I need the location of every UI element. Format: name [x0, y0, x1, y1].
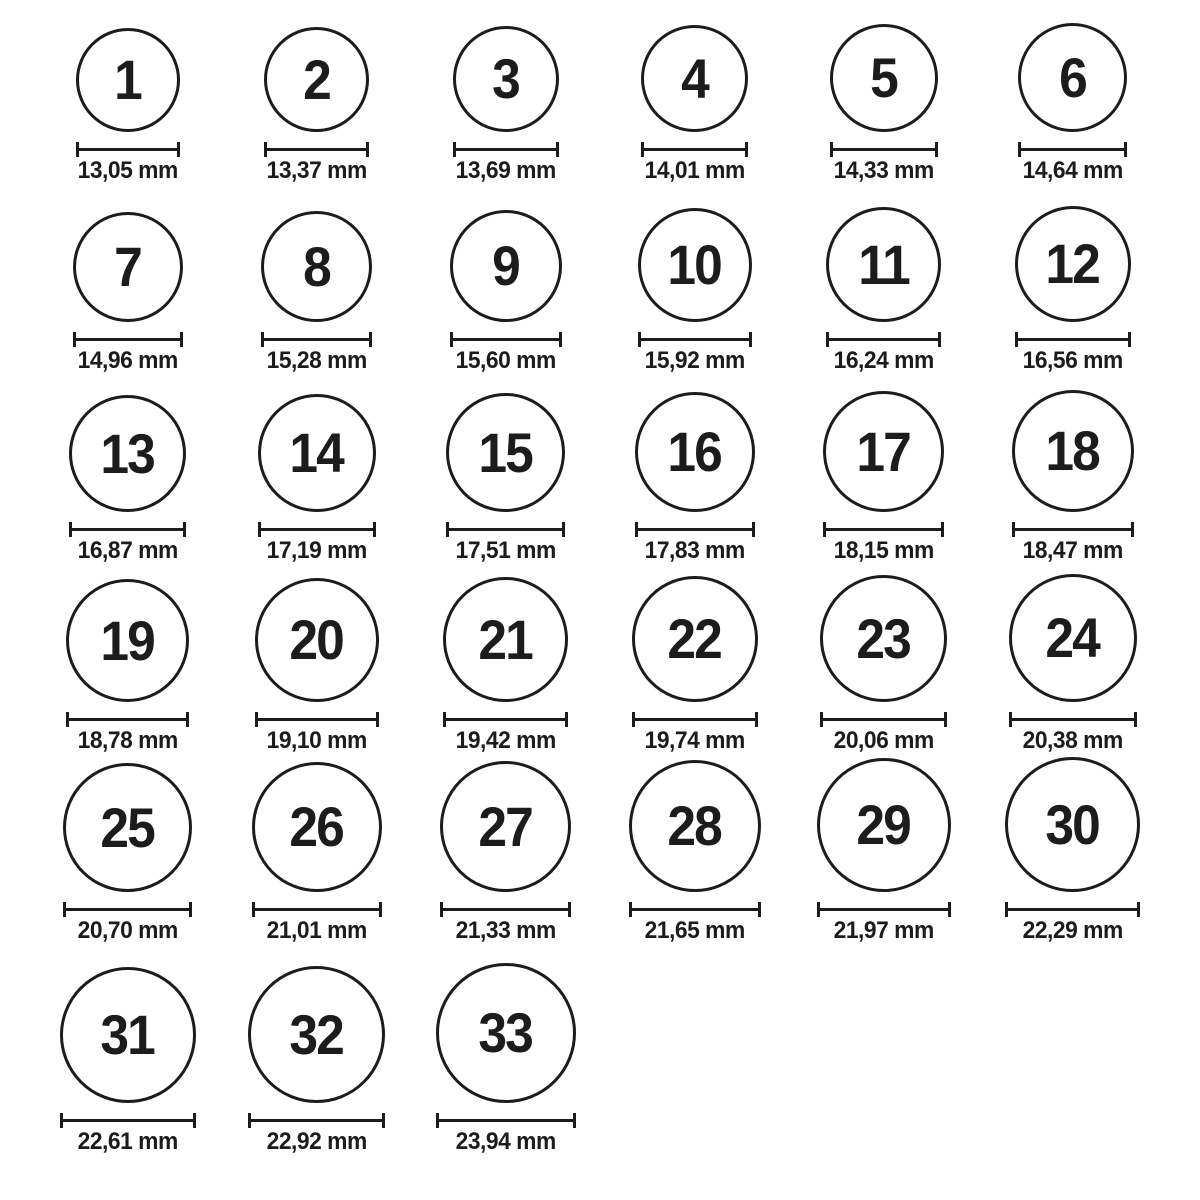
diameter-measure-line — [1018, 142, 1127, 157]
diameter-measure-line — [641, 142, 748, 157]
ring-size-number: 9 — [492, 234, 519, 297]
diameter-label: 15,92 mm — [644, 347, 745, 374]
diameter-measure-line — [817, 902, 951, 917]
measure-bar — [826, 528, 941, 531]
ring-circle — [629, 760, 761, 892]
ring-size-number: 13 — [100, 421, 155, 485]
diameter-measure-line — [252, 902, 382, 917]
diameter-label: 23,94 mm — [455, 1128, 556, 1155]
diameter-measure-line — [453, 142, 559, 157]
ring-circle — [450, 210, 562, 322]
ring-circle — [261, 211, 372, 322]
ring-size-number: 8 — [303, 234, 330, 298]
diameter-measure-line — [63, 902, 192, 917]
measure-bar — [829, 338, 938, 341]
diameter-measure-line — [1015, 332, 1131, 347]
ring-circle — [76, 28, 180, 132]
ring-circle — [1018, 23, 1127, 132]
diameter-label: 13,05 mm — [77, 157, 178, 184]
diameter-label: 19,10 mm — [266, 727, 367, 754]
ring-size-cell — [411, 210, 600, 374]
ring-circle — [264, 27, 369, 132]
ring-size-cell — [222, 578, 411, 754]
measure-bar — [820, 908, 948, 911]
ring-size-number: 5 — [870, 46, 897, 109]
measure-bar — [439, 1119, 573, 1122]
ring-size-cell — [600, 25, 789, 184]
ring-size-number: 20 — [289, 608, 344, 671]
ring-size-number: 22 — [667, 607, 722, 670]
ring-size-number: 10 — [667, 233, 722, 296]
ring-size-cell — [978, 757, 1167, 944]
ring-size-number: 23 — [856, 606, 911, 670]
diameter-measure-line — [635, 522, 755, 537]
diameter-measure-line — [248, 1113, 385, 1128]
diameter-label: 19,74 mm — [644, 727, 745, 754]
ring-circle — [641, 25, 748, 132]
ring-size-cell — [978, 23, 1167, 184]
measure-bar — [72, 528, 183, 531]
chart-row — [33, 190, 1167, 380]
ring-circle — [635, 392, 755, 512]
diameter-measure-line — [440, 902, 571, 917]
measure-bar — [823, 718, 944, 721]
ring-size-cell — [600, 576, 789, 754]
measure-bar — [261, 528, 373, 531]
ring-size-cell — [600, 208, 789, 374]
measure-bar — [641, 338, 749, 341]
ring-size-cell — [978, 574, 1167, 754]
diameter-measure-line — [443, 712, 568, 727]
diameter-label: 19,42 mm — [455, 727, 556, 754]
ring-size-cell — [411, 26, 600, 184]
ring-size-cell — [411, 393, 600, 564]
ring-circle — [73, 212, 183, 322]
ring-size-number: 21 — [478, 607, 533, 671]
measure-bar — [1015, 528, 1131, 531]
ring-size-cell — [33, 763, 222, 944]
diameter-measure-line — [76, 142, 180, 157]
diameter-measure-line — [629, 902, 761, 917]
ring-size-number: 15 — [478, 420, 533, 484]
diameter-label: 14,33 mm — [833, 157, 934, 184]
measure-bar — [255, 908, 379, 911]
ring-size-cell — [33, 579, 222, 754]
ring-size-number: 29 — [856, 793, 911, 856]
diameter-label: 16,56 mm — [1022, 347, 1123, 374]
measure-bar — [1021, 148, 1124, 151]
diameter-label: 20,06 mm — [833, 727, 934, 754]
diameter-measure-line — [1009, 712, 1137, 727]
ring-size-number: 2 — [303, 47, 330, 111]
ring-size-cell — [789, 758, 978, 944]
ring-circle — [60, 967, 196, 1103]
ring-size-cell — [33, 967, 222, 1155]
ring-circle — [826, 207, 941, 322]
ring-size-number: 25 — [100, 795, 155, 859]
ring-circle — [1005, 757, 1140, 892]
diameter-label: 14,01 mm — [644, 157, 745, 184]
diameter-label: 21,01 mm — [266, 917, 367, 944]
diameter-measure-line — [436, 1113, 576, 1128]
ring-size-number: 12 — [1045, 232, 1100, 295]
ring-circle — [66, 579, 189, 702]
measure-bar — [632, 908, 758, 911]
measure-bar — [264, 338, 369, 341]
ring-size-number: 1 — [114, 48, 141, 111]
measure-bar — [456, 148, 556, 151]
diameter-measure-line — [60, 1113, 196, 1128]
diameter-label: 21,65 mm — [644, 917, 745, 944]
measure-bar — [443, 908, 568, 911]
diameter-measure-line — [1005, 902, 1140, 917]
measure-bar — [833, 148, 935, 151]
diameter-label: 22,29 mm — [1022, 917, 1123, 944]
ring-circle — [255, 578, 379, 702]
measure-bar — [644, 148, 745, 151]
ring-circle — [823, 391, 944, 512]
measure-bar — [1018, 338, 1128, 341]
ring-size-number: 30 — [1045, 792, 1100, 856]
measure-bar — [251, 1119, 382, 1122]
diameter-measure-line — [823, 522, 944, 537]
ring-size-cell — [222, 762, 411, 944]
chart-row — [33, 950, 1167, 1155]
ring-circle — [440, 761, 571, 892]
ring-size-number: 26 — [289, 795, 344, 858]
chart-row — [33, 0, 1167, 190]
ring-size-cell — [789, 391, 978, 564]
ring-size-number: 14 — [289, 421, 344, 484]
diameter-label: 17,83 mm — [644, 537, 745, 564]
ring-size-number: 4 — [681, 46, 708, 110]
ring-size-cell — [33, 28, 222, 184]
ring-circle — [252, 762, 382, 892]
ring-circle — [817, 758, 951, 892]
diameter-label: 22,92 mm — [266, 1128, 367, 1155]
ring-circle — [1015, 206, 1131, 322]
diameter-measure-line — [258, 522, 376, 537]
diameter-label: 20,70 mm — [77, 917, 178, 944]
ring-size-cell — [33, 212, 222, 374]
measure-bar — [63, 1119, 193, 1122]
diameter-label: 21,33 mm — [455, 917, 556, 944]
ring-size-cell — [789, 24, 978, 184]
ring-size-cell — [222, 27, 411, 184]
ring-circle — [443, 577, 568, 702]
measure-bar — [267, 148, 366, 151]
ring-size-number: 3 — [492, 47, 519, 110]
diameter-measure-line — [826, 332, 941, 347]
ring-size-cell — [222, 394, 411, 564]
ring-circle — [63, 763, 192, 892]
diameter-label: 16,24 mm — [833, 347, 934, 374]
ring-size-chart — [33, 0, 1167, 1155]
ring-size-number: 19 — [100, 608, 155, 672]
ring-size-number: 16 — [667, 420, 722, 483]
diameter-label: 16,87 mm — [77, 537, 178, 564]
diameter-label: 18,47 mm — [1022, 537, 1123, 564]
ring-size-number: 18 — [1045, 419, 1100, 482]
measure-bar — [638, 528, 752, 531]
diameter-measure-line — [255, 712, 379, 727]
ring-size-number: 17 — [856, 419, 911, 483]
diameter-measure-line — [820, 712, 947, 727]
measure-bar — [258, 718, 376, 721]
measure-bar — [453, 338, 559, 341]
diameter-measure-line — [638, 332, 752, 347]
diameter-label: 17,19 mm — [266, 537, 367, 564]
diameter-measure-line — [73, 332, 183, 347]
measure-bar — [69, 718, 186, 721]
measure-bar — [449, 528, 562, 531]
diameter-label: 15,60 mm — [455, 347, 556, 374]
diameter-measure-line — [66, 712, 189, 727]
diameter-label: 13,69 mm — [455, 157, 556, 184]
ring-size-cell — [978, 206, 1167, 374]
diameter-label: 15,28 mm — [266, 347, 367, 374]
ring-circle — [436, 963, 576, 1103]
ring-size-number: 28 — [667, 794, 722, 857]
diameter-label: 18,15 mm — [833, 537, 934, 564]
diameter-label: 14,96 mm — [77, 347, 178, 374]
ring-size-number: 27 — [478, 794, 533, 858]
chart-row — [33, 570, 1167, 760]
measure-bar — [79, 148, 177, 151]
measure-bar — [635, 718, 755, 721]
ring-circle — [830, 24, 938, 132]
ring-size-cell — [33, 395, 222, 564]
measure-bar — [1008, 908, 1137, 911]
ring-size-cell — [600, 392, 789, 564]
ring-size-cell — [600, 760, 789, 944]
measure-bar — [446, 718, 565, 721]
ring-size-number: 32 — [289, 1002, 344, 1066]
diameter-measure-line — [632, 712, 758, 727]
ring-size-number: 33 — [478, 1001, 533, 1064]
diameter-measure-line — [446, 522, 565, 537]
diameter-measure-line — [450, 332, 562, 347]
ring-circle — [453, 26, 559, 132]
diameter-label: 17,51 mm — [455, 537, 556, 564]
ring-circle — [1012, 390, 1134, 512]
ring-circle — [248, 966, 385, 1103]
ring-size-number: 31 — [100, 1003, 155, 1066]
diameter-label: 13,37 mm — [266, 157, 367, 184]
measure-bar — [76, 338, 180, 341]
measure-bar — [66, 908, 189, 911]
ring-circle — [1009, 574, 1137, 702]
ring-size-cell — [411, 963, 600, 1155]
diameter-label: 21,97 mm — [833, 917, 934, 944]
ring-size-cell — [222, 966, 411, 1155]
ring-size-number: 6 — [1059, 45, 1086, 109]
diameter-measure-line — [830, 142, 938, 157]
diameter-label: 20,38 mm — [1022, 727, 1123, 754]
measure-bar — [1012, 718, 1134, 721]
diameter-measure-line — [69, 522, 186, 537]
ring-size-cell — [978, 390, 1167, 564]
diameter-label: 14,64 mm — [1022, 157, 1123, 184]
ring-size-cell — [789, 207, 978, 374]
ring-size-cell — [789, 575, 978, 754]
ring-size-number: 11 — [858, 232, 909, 296]
ring-circle — [69, 395, 186, 512]
chart-row — [33, 380, 1167, 570]
ring-size-number: 24 — [1045, 606, 1100, 669]
ring-circle — [446, 393, 565, 512]
ring-circle — [820, 575, 947, 702]
diameter-label: 18,78 mm — [77, 727, 178, 754]
ring-circle — [258, 394, 376, 512]
ring-size-cell — [411, 577, 600, 754]
ring-size-cell — [411, 761, 600, 944]
ring-circle — [632, 576, 758, 702]
diameter-measure-line — [264, 142, 369, 157]
ring-size-number: 7 — [114, 235, 141, 298]
diameter-measure-line — [1012, 522, 1134, 537]
ring-size-cell — [222, 211, 411, 374]
diameter-label: 22,61 mm — [77, 1128, 178, 1155]
ring-circle — [638, 208, 752, 322]
diameter-measure-line — [261, 332, 372, 347]
chart-row — [33, 760, 1167, 950]
